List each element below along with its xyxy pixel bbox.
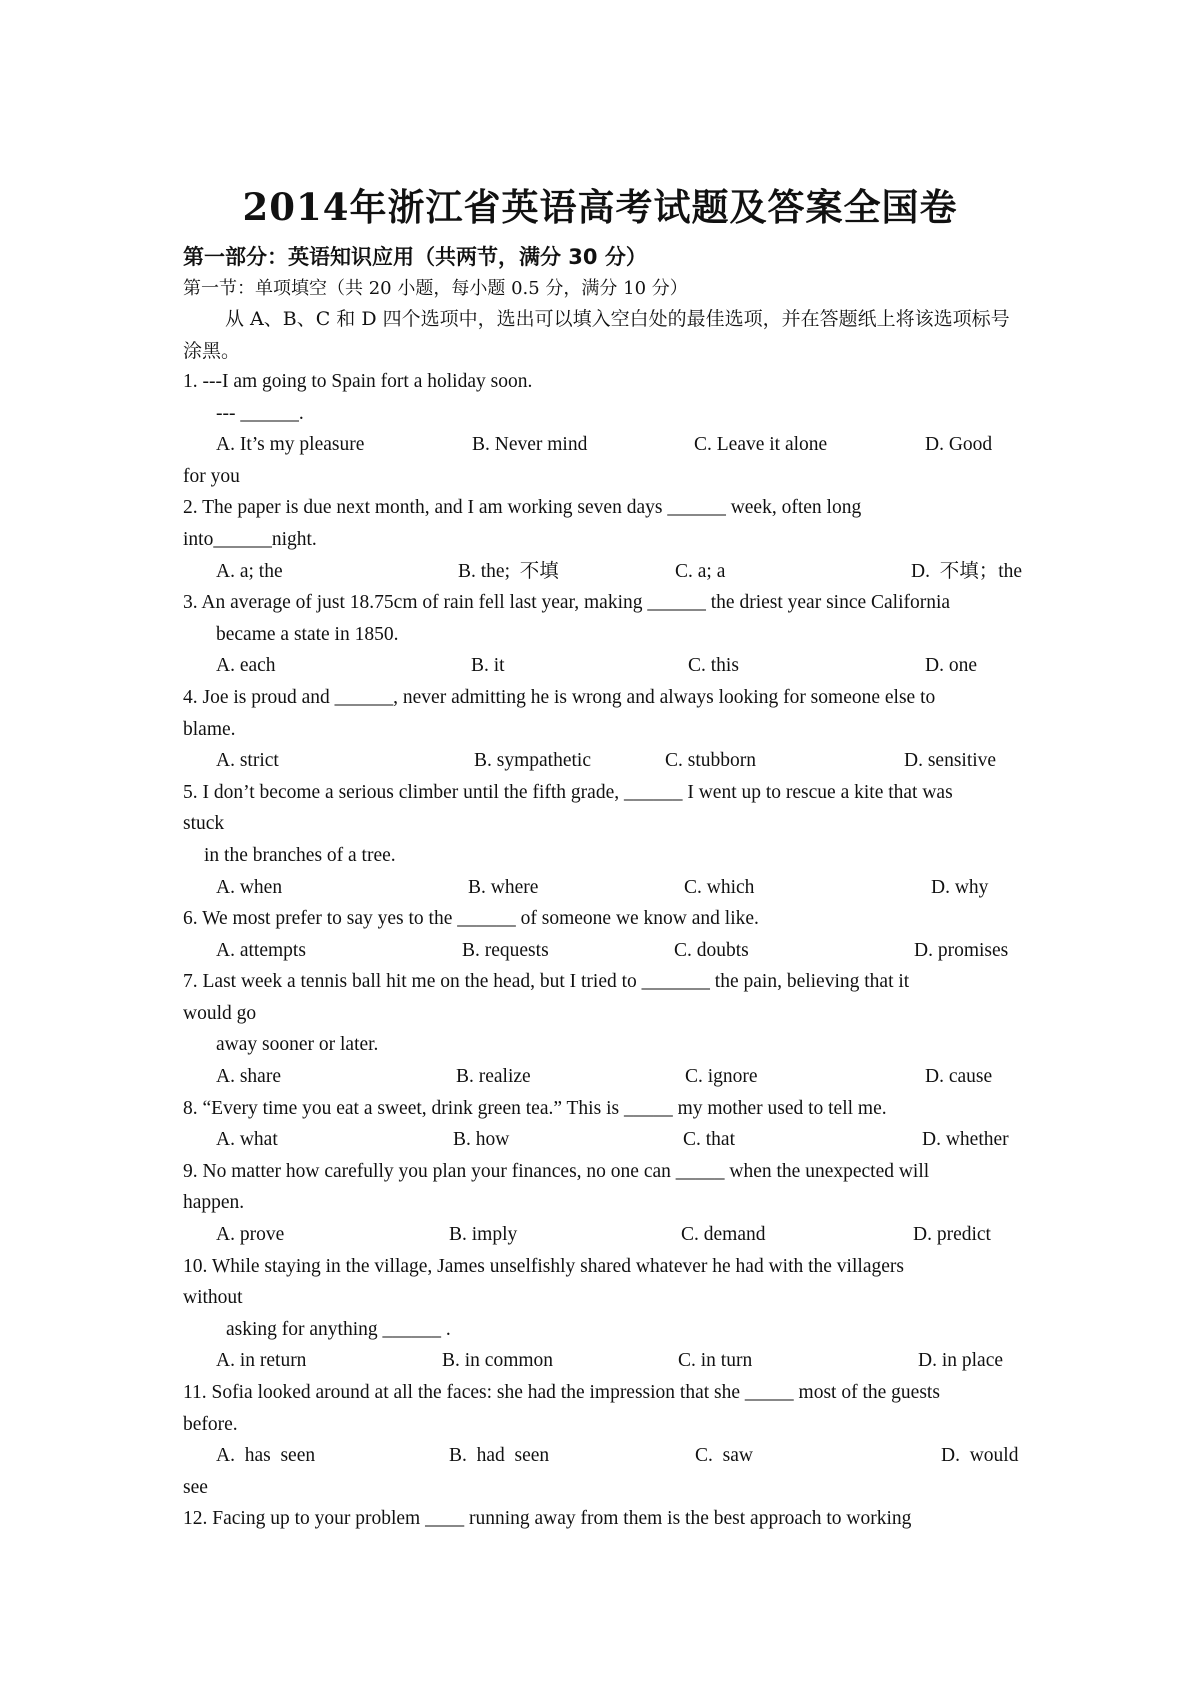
question-11 [183, 1377, 1023, 1503]
question-stem: 12. Facing up to your problem ____ running away from them is the best approach to working [183, 1508, 912, 1530]
question-stem: 4. Joe is proud and ______, never admitting he is wrong and always looking for someone else to [183, 686, 936, 708]
option-c: C. Leave it alone [694, 434, 828, 456]
question-3 [183, 587, 1023, 682]
option-c: C. demand [681, 1224, 766, 1246]
option-c: C. doubts [674, 939, 749, 961]
option-a: A. in return [216, 1350, 307, 1372]
option-b: B. had seen [449, 1445, 550, 1467]
option-d: D. one [925, 655, 977, 677]
question-stem: 11. Sofia looked around at all the faces: she had the impression that she _____ most of the guests [183, 1382, 940, 1403]
option-b: B. imply [449, 1224, 518, 1246]
question-continuation-2: in the branches of a tree. [204, 844, 396, 866]
option-tail: for you [183, 465, 240, 487]
option-row [183, 1219, 1023, 1251]
option-row [183, 1124, 1023, 1156]
option-c: C. that [683, 1129, 735, 1151]
option-row [183, 1440, 1023, 1472]
question-continuation-2: asking for anything ______ . [226, 1318, 451, 1340]
option-a: A. each [216, 655, 276, 677]
option-b: B. requests [462, 939, 549, 961]
option-a: A. when [216, 876, 283, 898]
question-8 [183, 1093, 1023, 1156]
option-a: A. It’s my pleasure [216, 434, 365, 456]
question-7 [183, 966, 1023, 1092]
option-row [183, 650, 1023, 682]
question-2 [183, 492, 1023, 587]
option-b: B. realize [456, 1066, 531, 1088]
option-b: B. in common [442, 1350, 554, 1372]
question-continuation: became a state in 1850. [216, 623, 399, 645]
option-tail: see [183, 1476, 208, 1498]
question-stem: 1. ---I am going to Spain fort a holiday soon. [183, 371, 533, 392]
question-stem: 2. The paper is due next month, and I am working seven days ______ week, often long [183, 497, 862, 519]
question-stem: 10. While staying in the village, James unselfishly shared whatever he had with the villagers [183, 1255, 904, 1277]
option-b: B. the; 不填 [458, 560, 559, 582]
option-row [183, 935, 1023, 967]
page-title: 2014年浙江省英语高考试题及答案全国卷 [242, 185, 958, 229]
option-row [183, 872, 1023, 904]
question-stem: 8. “Every time you eat a sweet, drink green tea.” This is _____ my mother used to tell me. [183, 1097, 887, 1119]
option-c: C. in turn [678, 1350, 753, 1372]
option-b: B. how [453, 1129, 510, 1151]
option-a: A. share [216, 1066, 281, 1088]
question-continuation: without [183, 1287, 243, 1309]
option-row [183, 429, 1023, 461]
question-1 [183, 366, 1023, 492]
question-stem: 9. No matter how carefully you plan your finances, no one can _____ when the unexpected will [183, 1160, 930, 1182]
question-12 [183, 1503, 1023, 1535]
question-continuation: into______night. [183, 528, 317, 550]
question-continuation: --- ______. [216, 402, 304, 424]
question-continuation: happen. [183, 1192, 245, 1214]
option-b: B. it [471, 655, 505, 677]
option-c: C. this [688, 655, 739, 677]
option-d: D. 不填；the [911, 560, 1023, 582]
question-continuation: before. [183, 1413, 238, 1435]
option-b: B. Never mind [472, 434, 588, 456]
option-c: C. ignore [685, 1066, 758, 1088]
option-d: D. whether [922, 1129, 1009, 1151]
option-b: B. sympathetic [474, 750, 591, 772]
question-continuation: would go [183, 1002, 257, 1024]
question-continuation: blame. [183, 718, 236, 740]
option-d: D. predict [913, 1224, 991, 1246]
option-row [183, 745, 1023, 777]
question-6 [183, 903, 1023, 966]
option-d: D. why [931, 876, 989, 898]
option-c: C. which [684, 876, 755, 898]
section-heading: 第一节：单项填空（共 20 小题，每小题 0.5 分，满分 10 分） [183, 278, 688, 299]
option-row [183, 556, 1023, 588]
option-d: D. promises [914, 939, 1009, 961]
option-d: D. would [941, 1445, 1019, 1467]
option-d: D. cause [925, 1066, 993, 1088]
option-a: A. what [216, 1129, 278, 1151]
option-d: D. in place [918, 1350, 1004, 1372]
option-a: A. prove [216, 1224, 285, 1246]
question-4 [183, 682, 1023, 777]
option-d: D. Good [925, 434, 993, 456]
question-10 [183, 1251, 1023, 1377]
question-stem: 6. We most prefer to say yes to the ______ of someone we know and like. [183, 908, 759, 930]
option-b: B. where [468, 876, 539, 898]
question-stem: 7. Last week a tennis ball hit me on the head, but I tried to _______ the pain, believing that it [183, 971, 910, 993]
option-a: A. strict [216, 750, 279, 772]
option-a: A. attempts [216, 939, 306, 961]
question-stem: 3. An average of just 18.75cm of rain fell last year, making ______ the driest year since California [183, 592, 951, 614]
option-c: C. stubborn [665, 750, 757, 772]
instructions: 从 A、B、C 和 D 四个选项中，选出可以填入空白处的最佳选项，并在答题纸上将该选项标号涂黑。 [183, 308, 1010, 362]
option-c: C. a; a [675, 560, 726, 582]
option-a: A. has seen [216, 1445, 316, 1467]
option-a: A. a; the [216, 560, 283, 582]
option-c: C. saw [695, 1445, 753, 1467]
question-list [183, 366, 1023, 1535]
question-stem: 5. I don’t become a serious climber until the fifth grade, ______ I went up to rescue a kite that was [183, 781, 953, 803]
option-d: D. sensitive [904, 750, 997, 772]
question-9 [183, 1156, 1023, 1251]
question-5 [183, 777, 1023, 903]
part-heading: 第一部分：英语知识应用（共两节，满分 30 分） [183, 245, 647, 269]
question-continuation: stuck [183, 813, 225, 835]
question-continuation-2: away sooner or later. [216, 1034, 379, 1056]
option-row [183, 1345, 1023, 1377]
option-row [183, 1061, 1023, 1093]
